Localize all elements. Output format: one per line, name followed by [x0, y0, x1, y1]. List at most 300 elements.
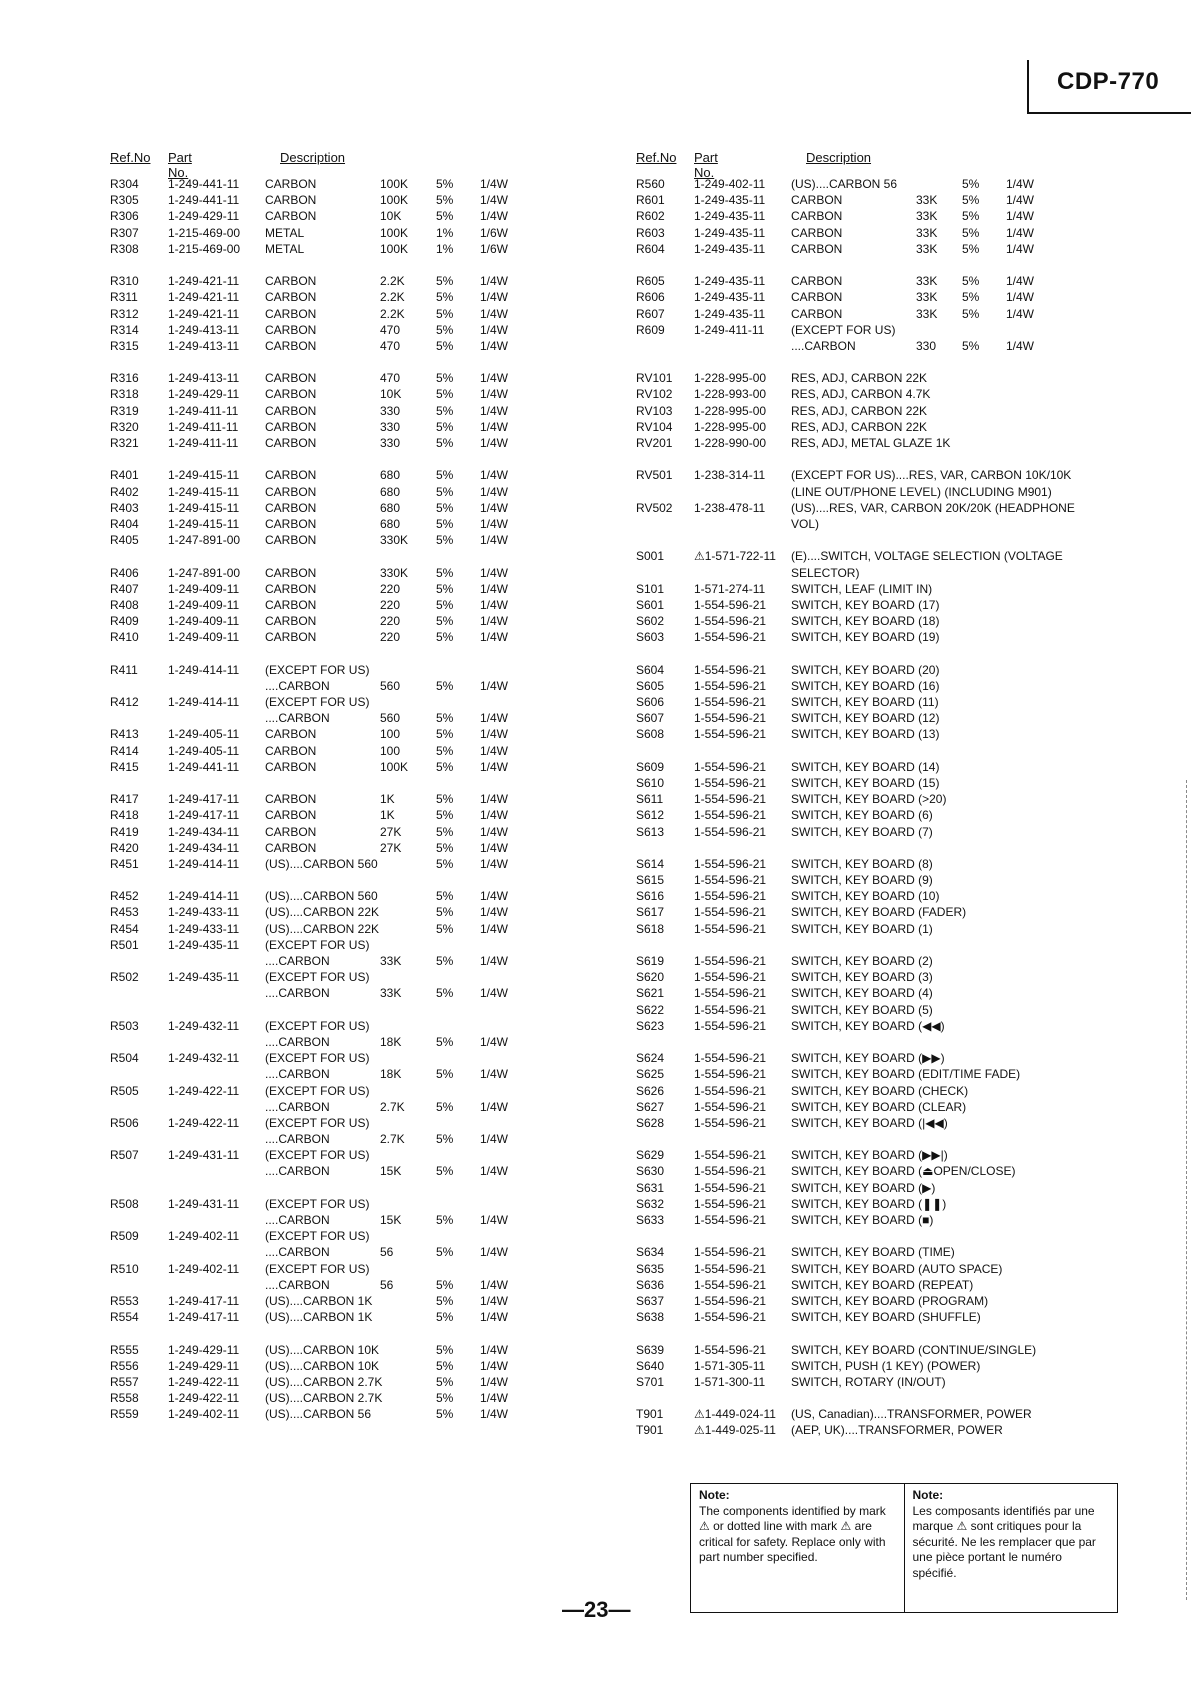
- ref-no: S616: [636, 889, 665, 904]
- tolerance: 5%: [436, 387, 454, 402]
- description: CARBON: [265, 322, 317, 337]
- description: SWITCH, LEAF (LIMIT IN): [791, 581, 933, 596]
- value: 330: [380, 436, 401, 450]
- description: CARBON: [265, 436, 317, 450]
- value: 33K: [916, 209, 938, 224]
- part-no: 1-554-596-21: [694, 1099, 767, 1114]
- tolerance: 5%: [436, 500, 454, 515]
- tolerance: 5%: [962, 193, 980, 208]
- ref-no: S629: [636, 1148, 665, 1163]
- wattage: 1/4W: [480, 419, 509, 434]
- value: 100K: [380, 193, 409, 208]
- description: CARBON: [265, 177, 317, 191]
- ref-no: T901: [636, 1423, 664, 1438]
- description: SWITCH, KEY BOARD (REPEAT): [791, 1277, 974, 1292]
- value: 680: [380, 468, 401, 483]
- description: SWITCH, KEY BOARD (PROGRAM): [791, 1293, 989, 1308]
- description: CARBON: [265, 840, 317, 855]
- ref-no: S605: [636, 678, 665, 693]
- part-no: 1-554-596-21: [694, 1018, 767, 1033]
- ref-no: S638: [636, 1310, 665, 1325]
- wattage: 1/4W: [480, 986, 509, 1001]
- ref-no: S610: [636, 775, 665, 790]
- wattage: 1/4W: [480, 808, 509, 823]
- ref-no: R415: [110, 759, 139, 774]
- part-no: 1-249-435-11: [168, 970, 240, 985]
- description: SWITCH, KEY BOARD (SHUFFLE): [791, 1310, 981, 1325]
- part-no: 1-249-433-11: [168, 905, 240, 920]
- description: CARBON: [265, 516, 317, 531]
- ref-no: R314: [110, 322, 139, 337]
- description: CARBON: [791, 225, 843, 240]
- part-no: 1-554-596-21: [694, 905, 767, 920]
- wattage: 1/4W: [480, 403, 509, 418]
- header-ref: Ref.No: [110, 150, 151, 165]
- description: ....CARBON: [265, 1034, 330, 1049]
- value: 1K: [380, 808, 395, 823]
- ref-no: R454: [110, 921, 139, 936]
- part-no: 1-249-432-11: [168, 1051, 240, 1066]
- description: (US)....CARBON 56: [791, 177, 898, 191]
- part-no: 1-249-429-11: [168, 209, 240, 224]
- ref-no: R604: [636, 241, 665, 256]
- description: SWITCH, KEY BOARD (❚❚): [791, 1196, 947, 1211]
- ref-no: S627: [636, 1099, 665, 1114]
- description: ....CARBON: [265, 1164, 330, 1179]
- tolerance: 5%: [436, 1277, 454, 1292]
- description: (US)....CARBON 560: [265, 856, 378, 871]
- part-no: 1-554-596-21: [694, 1115, 767, 1130]
- tolerance: 5%: [436, 1132, 454, 1147]
- description: CARBON: [791, 209, 843, 224]
- ref-no: R307: [110, 225, 139, 240]
- part-no: 1-247-891-00: [168, 533, 241, 548]
- description: CARBON: [265, 484, 317, 499]
- description: RES, ADJ, CARBON 22K: [791, 403, 928, 418]
- wattage: 1/4W: [480, 824, 509, 839]
- part-no: 1-228-990-00: [694, 436, 767, 450]
- ref-no: S634: [636, 1245, 665, 1260]
- tolerance: 5%: [436, 1407, 454, 1422]
- description: CARBON: [265, 403, 317, 418]
- wattage: 1/4W: [1006, 290, 1035, 305]
- description: (EXCEPT FOR US): [265, 1229, 370, 1244]
- description: SWITCH, KEY BOARD (AUTO SPACE): [791, 1261, 1003, 1276]
- wattage: 1/6W: [480, 225, 509, 240]
- wattage: 1/4W: [480, 921, 509, 936]
- value: 33K: [380, 954, 402, 968]
- tolerance: 5%: [436, 727, 454, 742]
- description: SWITCH, KEY BOARD (CLEAR): [791, 1099, 967, 1114]
- tolerance: 5%: [962, 225, 980, 240]
- wattage: 1/4W: [480, 533, 509, 548]
- part-no: 1-554-596-21: [694, 1261, 767, 1276]
- part-no: 1-554-596-21: [694, 775, 767, 790]
- ref-no: R409: [110, 614, 139, 629]
- part-no: 1-215-469-00: [168, 225, 241, 240]
- value: 100K: [380, 225, 409, 240]
- part-no: 1-249-415-11: [168, 516, 240, 531]
- tolerance: 1%: [436, 241, 454, 256]
- part-no: 1-571-300-11: [694, 1374, 766, 1389]
- description: SWITCH, KEY BOARD (11): [791, 695, 939, 709]
- tolerance: 5%: [436, 1293, 454, 1308]
- ref-no: S619: [636, 954, 665, 968]
- ref-no: R320: [110, 419, 139, 434]
- wattage: 1/4W: [480, 1067, 509, 1082]
- part-no: 1-554-596-21: [694, 630, 767, 645]
- description: CARBON: [265, 727, 317, 742]
- part-no: 1-228-995-00: [694, 419, 767, 434]
- ref-no: R606: [636, 290, 665, 305]
- wattage: 1/6W: [480, 241, 509, 256]
- safety-notes: [690, 1483, 1118, 1613]
- page-number: —23—: [562, 1597, 631, 1622]
- value: 330K: [380, 533, 409, 548]
- ref-no: R412: [110, 695, 139, 709]
- description: CARBON: [265, 274, 317, 289]
- description: CARBON: [791, 241, 843, 256]
- wattage: 1/4W: [480, 630, 509, 645]
- description: SWITCH, KEY BOARD (⏏OPEN/CLOSE): [791, 1164, 1016, 1179]
- ref-no: R417: [110, 792, 139, 807]
- description: SELECTOR): [791, 565, 860, 580]
- value: 220: [380, 597, 401, 612]
- description: CARBON: [265, 824, 317, 839]
- part-no: 1-215-469-00: [168, 241, 241, 256]
- description: SWITCH, PUSH (1 KEY) (POWER): [791, 1358, 981, 1373]
- description: SWITCH, KEY BOARD (13): [791, 727, 940, 742]
- description: ....CARBON: [265, 1132, 330, 1147]
- part-no: 1-249-417-11: [168, 1293, 240, 1308]
- ref-no: R555: [110, 1342, 139, 1357]
- ref-no: S101: [636, 581, 665, 596]
- value: 15K: [380, 1164, 402, 1179]
- description: CARBON: [791, 193, 843, 208]
- ref-no: R453: [110, 905, 139, 920]
- ref-no: S624: [636, 1051, 665, 1066]
- tolerance: 5%: [436, 484, 454, 499]
- tolerance: 5%: [436, 516, 454, 531]
- ref-no: R406: [110, 565, 139, 580]
- note-text: The components identified by mark ⚠ or dotted line with mark ⚠ are critical for safety. Replace only with part number specified.: [699, 1503, 886, 1564]
- description: SWITCH, KEY BOARD (FADER): [791, 905, 967, 920]
- ref-no: R609: [636, 322, 665, 337]
- ref-no: R603: [636, 225, 665, 240]
- description: SWITCH, KEY BOARD (10): [791, 889, 940, 904]
- ref-no: R401: [110, 468, 139, 483]
- ref-no: S602: [636, 614, 665, 629]
- tolerance: 5%: [436, 290, 454, 305]
- description: CARBON: [265, 419, 317, 434]
- part-no: 1-554-596-21: [694, 921, 767, 936]
- tolerance: 5%: [436, 921, 454, 936]
- value: 560: [380, 711, 401, 726]
- description: CARBON: [265, 209, 317, 224]
- ref-no: R451: [110, 856, 139, 871]
- description: (US)....CARBON 10K: [265, 1358, 380, 1373]
- ref-no: R403: [110, 500, 139, 515]
- part-no: 1-249-411-11: [168, 403, 239, 418]
- description: ....CARBON: [265, 986, 330, 1001]
- value: 33K: [916, 306, 938, 321]
- part-no: 1-554-596-21: [694, 986, 767, 1001]
- description: CARBON: [265, 759, 317, 774]
- part-no: 1-554-596-21: [694, 1293, 767, 1308]
- ref-no: S626: [636, 1083, 665, 1098]
- part-no: 1-249-435-11: [694, 274, 766, 289]
- ref-no: R510: [110, 1261, 139, 1276]
- ref-no: S615: [636, 873, 665, 888]
- part-no: 1-554-596-21: [694, 1196, 767, 1211]
- part-no: 1-554-596-21: [694, 1245, 767, 1260]
- wattage: 1/4W: [1006, 306, 1035, 321]
- ref-no: S635: [636, 1261, 665, 1276]
- tolerance: 5%: [436, 177, 454, 191]
- ref-no: R559: [110, 1407, 139, 1422]
- wattage: 1/4W: [480, 581, 509, 596]
- tolerance: 5%: [436, 436, 454, 450]
- description: SWITCH, ROTARY (IN/OUT): [791, 1374, 946, 1389]
- wattage: 1/4W: [480, 500, 509, 515]
- description: CARBON: [791, 274, 843, 289]
- ref-no: R311: [110, 290, 138, 305]
- wattage: 1/4W: [480, 954, 509, 968]
- part-no: 1-249-429-11: [168, 1342, 240, 1357]
- model-number: CDP-770: [1057, 68, 1160, 95]
- wattage: 1/4W: [480, 678, 509, 693]
- tolerance: 5%: [436, 322, 454, 337]
- description: (EXCEPT FOR US)....RES, VAR, CARBON 10K/10K: [791, 468, 1072, 483]
- part-no: 1-238-314-11: [694, 468, 766, 483]
- wattage: 1/4W: [1006, 177, 1035, 191]
- part-no: 1-249-417-11: [168, 1310, 240, 1325]
- part-no: 1-554-596-21: [694, 1067, 767, 1082]
- tolerance: 5%: [436, 743, 454, 758]
- part-no: 1-249-414-11: [168, 856, 240, 871]
- description: (US)....CARBON 22K: [265, 905, 380, 920]
- description: (EXCEPT FOR US): [265, 662, 370, 677]
- ref-no: R601: [636, 193, 665, 208]
- tolerance: 5%: [436, 1342, 454, 1357]
- ref-no: R605: [636, 274, 665, 289]
- wattage: 1/4W: [480, 1342, 509, 1357]
- part-no: 1-249-414-11: [168, 695, 240, 709]
- ref-no: S604: [636, 662, 665, 677]
- description: METAL: [265, 241, 305, 256]
- part-no: 1-249-435-11: [694, 290, 766, 305]
- tolerance: 5%: [436, 792, 454, 807]
- tolerance: 5%: [436, 856, 454, 871]
- tolerance: 5%: [436, 954, 454, 968]
- description: (EXCEPT FOR US): [265, 937, 370, 952]
- part-no: 1-249-435-11: [694, 306, 766, 321]
- wattage: 1/4W: [480, 1391, 509, 1406]
- tolerance: 5%: [436, 306, 454, 321]
- description: (E)....SWITCH, VOLTAGE SELECTION (VOLTAGE: [791, 549, 1063, 564]
- value: 330: [380, 419, 401, 434]
- value: 10K: [380, 209, 402, 224]
- wattage: 1/4W: [480, 322, 509, 337]
- ref-no: S601: [636, 597, 665, 612]
- description: CARBON: [791, 290, 843, 305]
- value: 330K: [380, 565, 409, 580]
- description: (US, Canadian)....TRANSFORMER, POWER: [791, 1407, 1032, 1422]
- ref-no: S623: [636, 1018, 665, 1033]
- ref-no: RV501: [636, 468, 673, 483]
- tolerance: 5%: [962, 274, 980, 289]
- part-no: 1-249-402-11: [168, 1229, 240, 1244]
- ref-no: R414: [110, 743, 139, 758]
- tolerance: 5%: [436, 1213, 454, 1227]
- ref-no: R557: [110, 1374, 139, 1389]
- tolerance: 5%: [436, 274, 454, 289]
- part-no: 1-554-596-21: [694, 970, 767, 985]
- description: (LINE OUT/PHONE LEVEL) (INCLUDING M901): [791, 484, 1052, 499]
- wattage: 1/4W: [480, 565, 509, 580]
- part-no: 1-554-596-21: [694, 759, 767, 774]
- part-no: 1-249-435-11: [694, 225, 766, 240]
- part-no: 1-554-596-21: [694, 597, 767, 612]
- wattage: 1/4W: [480, 484, 509, 499]
- ref-no: S628: [636, 1115, 665, 1130]
- description: ....CARBON: [265, 1277, 330, 1292]
- ref-no: R507: [110, 1148, 139, 1163]
- part-no: 1-228-995-00: [694, 403, 767, 418]
- wattage: 1/4W: [480, 193, 509, 208]
- description: SWITCH, KEY BOARD (▶): [791, 1180, 936, 1195]
- part-no: 1-554-596-21: [694, 889, 767, 904]
- part-no: 1-554-596-21: [694, 1213, 767, 1227]
- wattage: 1/4W: [480, 306, 509, 321]
- part-no: 1-554-596-21: [694, 824, 767, 839]
- part-no: 1-228-995-00: [694, 371, 767, 386]
- description: VOL): [791, 516, 820, 531]
- ref-no: S607: [636, 711, 665, 726]
- value: 2.2K: [380, 274, 405, 289]
- tolerance: 5%: [436, 711, 454, 726]
- part-no: 1-249-429-11: [168, 387, 240, 402]
- part-no: 1-249-417-11: [168, 792, 240, 807]
- part-no: 1-554-596-21: [694, 1051, 767, 1066]
- value: 33K: [380, 986, 402, 1001]
- wattage: 1/4W: [480, 1034, 509, 1049]
- description: (EXCEPT FOR US): [265, 1261, 370, 1276]
- ref-no: R304: [110, 177, 139, 191]
- wattage: 1/4W: [480, 290, 509, 305]
- ref-no: R402: [110, 484, 139, 499]
- wattage: 1/4W: [480, 792, 509, 807]
- wattage: 1/4W: [480, 840, 509, 855]
- description: METAL: [265, 225, 305, 240]
- ref-no: R305: [110, 193, 139, 208]
- value: 2.7K: [380, 1099, 405, 1114]
- value: 2.2K: [380, 306, 405, 321]
- part-no: 1-249-413-11: [168, 338, 240, 353]
- wattage: 1/4W: [480, 209, 509, 224]
- tolerance: 5%: [436, 905, 454, 920]
- description: SWITCH, KEY BOARD (3): [791, 970, 933, 985]
- ref-no: R420: [110, 840, 139, 855]
- ref-no: S701: [636, 1374, 665, 1389]
- tolerance: 5%: [962, 209, 980, 224]
- description: CARBON: [265, 597, 317, 612]
- value: 100K: [380, 759, 409, 774]
- description: (EXCEPT FOR US): [265, 1115, 370, 1130]
- description: CARBON: [265, 533, 317, 548]
- description: SWITCH, KEY BOARD (14): [791, 759, 940, 774]
- value: 1K: [380, 792, 395, 807]
- description: (US)....CARBON 10K: [265, 1342, 380, 1357]
- part-no: 1-249-411-11: [168, 436, 239, 450]
- part-no: 1-247-891-00: [168, 565, 241, 580]
- description: SWITCH, KEY BOARD (▶▶|): [791, 1148, 948, 1163]
- description: (US)....CARBON 22K: [265, 921, 380, 936]
- wattage: 1/4W: [480, 1310, 509, 1325]
- tolerance: 5%: [436, 597, 454, 612]
- description: ....CARBON: [265, 678, 330, 693]
- description: SWITCH, KEY BOARD (6): [791, 808, 933, 823]
- description: SWITCH, KEY BOARD (|◀◀): [791, 1115, 948, 1130]
- value: 560: [380, 678, 401, 693]
- part-no: 1-554-596-21: [694, 678, 767, 693]
- description: SWITCH, KEY BOARD (CHECK): [791, 1083, 969, 1098]
- ref-no: R602: [636, 209, 665, 224]
- part-no: 1-249-422-11: [168, 1391, 240, 1406]
- part-no: 1-554-596-21: [694, 1002, 767, 1017]
- description: SWITCH, KEY BOARD (5): [791, 1002, 933, 1017]
- ref-no: S617: [636, 905, 665, 920]
- part-no: 1-249-432-11: [168, 1018, 240, 1033]
- ref-no: R405: [110, 533, 139, 548]
- part-no: 1-571-274-11: [694, 581, 766, 596]
- tolerance: 5%: [436, 808, 454, 823]
- description: ....CARBON: [265, 954, 330, 968]
- description: RES, ADJ, CARBON 22K: [791, 419, 928, 434]
- description: (EXCEPT FOR US): [265, 695, 370, 709]
- tolerance: 5%: [436, 678, 454, 693]
- part-no: 1-249-422-11: [168, 1115, 240, 1130]
- value: 27K: [380, 824, 402, 839]
- wattage: 1/4W: [480, 1164, 509, 1179]
- value: 33K: [916, 193, 938, 208]
- description: (US)....CARBON 560: [265, 889, 378, 904]
- part-no: 1-571-305-11: [694, 1358, 766, 1373]
- ref-no: R556: [110, 1358, 139, 1373]
- ref-no: R503: [110, 1018, 139, 1033]
- ref-no: S612: [636, 808, 665, 823]
- wattage: 1/4W: [480, 1374, 509, 1389]
- wattage: 1/4W: [480, 759, 509, 774]
- value: 470: [380, 371, 401, 386]
- part-no: 1-554-596-21: [694, 614, 767, 629]
- note-title: Note:: [699, 1488, 730, 1502]
- description: SWITCH, KEY BOARD (TIME): [791, 1245, 955, 1260]
- value: 100: [380, 743, 401, 758]
- description: ....CARBON: [265, 1099, 330, 1114]
- part-no: 1-554-596-21: [694, 873, 767, 888]
- part-no: 1-249-434-11: [168, 840, 240, 855]
- description: RES, ADJ, CARBON 4.7K: [791, 387, 931, 402]
- part-no: 1-249-417-11: [168, 808, 240, 823]
- description: CARBON: [265, 468, 317, 483]
- description: SWITCH, KEY BOARD (12): [791, 711, 940, 726]
- description: RES, ADJ, CARBON 22K: [791, 371, 928, 386]
- part-no: 1-249-441-11: [168, 759, 240, 774]
- ref-no: S632: [636, 1196, 665, 1211]
- tolerance: 5%: [962, 306, 980, 321]
- ref-no: R413: [110, 727, 139, 742]
